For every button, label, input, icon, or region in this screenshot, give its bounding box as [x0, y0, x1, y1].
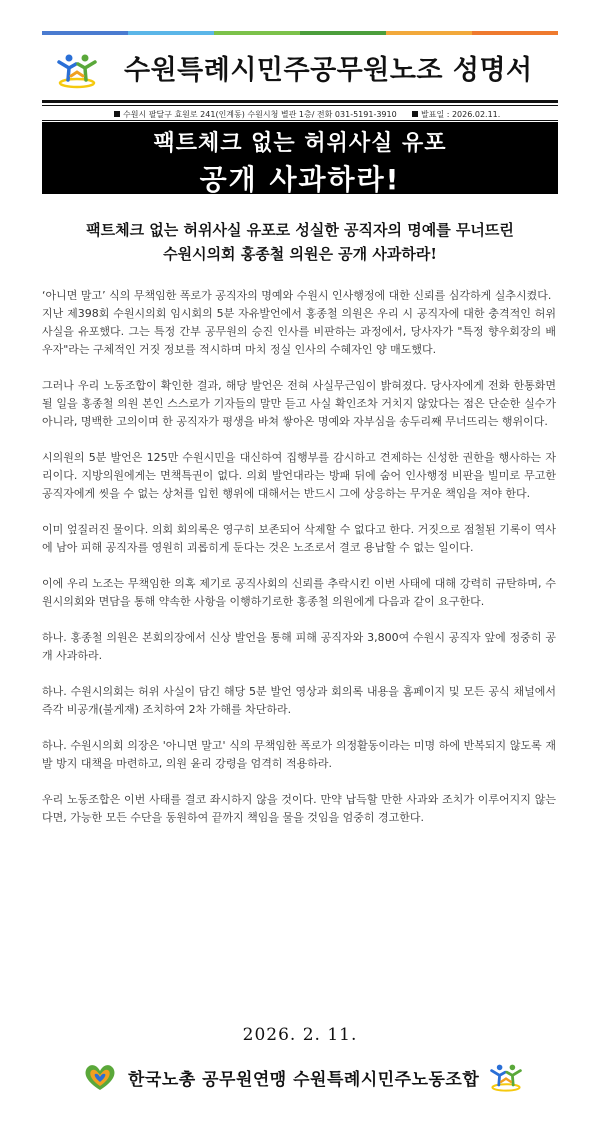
- body-paragraph: 이에 우리 노조는 무책임한 의혹 제기로 공직사회의 신뢰를 추락시킨 이번 사태에 대해 강력히 규탄하며, 수원시의회와 면담을 통해 약속한 사항을 이행하기로한 홍종철 의원에게 다음과 같이 요구한다.: [42, 577, 556, 608]
- header-divider-thin: [42, 105, 558, 106]
- statement-header: [42, 40, 558, 98]
- federation-logo-icon: [81, 1060, 119, 1094]
- info-divider: [42, 120, 558, 121]
- color-stripe: [42, 31, 558, 35]
- statement-footer: [0, 1057, 600, 1097]
- footer-organization: 한국노총 공무원연맹 수원특례시민주노동조합: [128, 1070, 480, 1090]
- demand-item: 하나. 수원시의회는 허위 사실이 담긴 해당 5분 발언 영상과 회의록 내용을 홈페이지 및 모든 공식 채널에서 즉각 비공개(불게재) 조치하여 2차 가해를 차단하라.: [42, 685, 556, 716]
- headline-line-1: 팩트체크 없는 허위사실 유포로 성실한 공직자의 명예를 무너뜨린: [86, 221, 514, 239]
- body-paragraph: ‘아니면 말고’ 식의 무책임한 폭로가 공직자의 명예와 수원시 인사행정에 대한 신뢰를 심각하게 실추시켰다.: [42, 289, 552, 302]
- headline-line-2: 수원시의회 홍종철 의원은 공개 사과하라!: [163, 245, 437, 263]
- body-paragraph: 지난 제398회 수원시의회 임시회의 5분 자유발언에서 홍종철 의원은 우리 시 공직자에 대한 충격적인 허위 사실을 유포했다. 그는 특정 간부 공무원의 승진 인사를 비판하는 과정에서, 당사자가 "특정 향우회장의 배우자"라는 구체적인 거짓 정보를 적시하며 마치 정실 인사의 수혜자인 양 매도했다.: [42, 307, 556, 356]
- statement-headline: [42, 218, 558, 266]
- header-divider: [42, 100, 558, 103]
- body-paragraph: 우리 노동조합은 이번 사태를 결코 좌시하지 않을 것이다. 만약 납득할 만한 사과와 조치가 이루어지지 않는다면, 가능한 모든 수단을 동원하여 끝까지 책임을 물을 것임을 엄중히 경고한다.: [42, 793, 556, 824]
- statement-body: [42, 287, 556, 845]
- publish-date: 발표일 : 2026.02.11.: [421, 110, 501, 119]
- banner-line-2: 공개 사과하라!: [199, 163, 401, 196]
- body-paragraph: 그러나 우리 노동조합이 확인한 결과, 해당 발언은 전혀 사실무근임이 밝혀졌다. 당사자에게 전화 한통화면 될 일을 홍종철 의원 본인 스스로가 기자들의 말만 듣고 사실 확인조차 거치지 않았다는 점은 단순한 실수가 아니라, 명백한 고의이며 한 공직자가 평생을 바쳐 쌓아온 명예와 자부심을 송두리째 무너뜨리는 행위이다.: [42, 379, 556, 428]
- statement-date: 2026. 2. 11.: [242, 1025, 358, 1045]
- demand-item: 하나. 홍종철 의원은 본회의장에서 신상 발언을 통해 피해 공직자와 3,800여 수원시 공직자 앞에 정중히 공개 사과하라.: [42, 631, 556, 662]
- page-title: 수원특례시민주공무원노조 성명서: [124, 55, 533, 86]
- union-address: 수원시 팔달구 효원로 241(인계동) 수원시청 별관 1층/ 전화 031-5191-3910: [123, 110, 397, 119]
- bullet-square-icon: [114, 111, 120, 117]
- body-paragraph: 시의원의 5분 발언은 125만 수원시민을 대신하여 집행부를 감시하고 견제하는 신성한 권한을 행사하는 자리이다. 지방의원에게는 면책특권이 없다. 의회 발언대라는 방패 뒤에 숨어 인사행정 비판을 빌미로 무고한 공직자에게 씻을 수 없는 상처를 입힌 행위에 대해서는 반드시 그에 상응하는 무거운 책임을 져야 한다.: [42, 451, 556, 500]
- title-banner: [42, 122, 558, 194]
- body-paragraph: 이미 엎질러진 물이다. 의회 회의록은 영구히 보존되어 삭제할 수 없다고 한다. 거짓으로 점철된 기록이 역사에 남아 피해 공직자를 영원히 괴롭히게 둔다는 것은 노조로서 결코 용납할 수 없는 일이다.: [42, 523, 556, 554]
- bullet-square-icon: [412, 111, 418, 117]
- union-logo-icon: [56, 50, 98, 90]
- demand-item: 하나. 수원시의회 의장은 '아니면 말고' 식의 무책임한 폭로가 의정활동이라는 미명 하에 반복되지 않도록 재발 방지 대책을 마련하고, 의원 윤리 강령을 엄격히 적용하라.: [42, 739, 556, 770]
- union-logo-icon: [489, 1061, 523, 1093]
- banner-line-1: 팩트체크 없는 허위사실 유포: [153, 131, 447, 156]
- contact-info-bar: [42, 107, 558, 121]
